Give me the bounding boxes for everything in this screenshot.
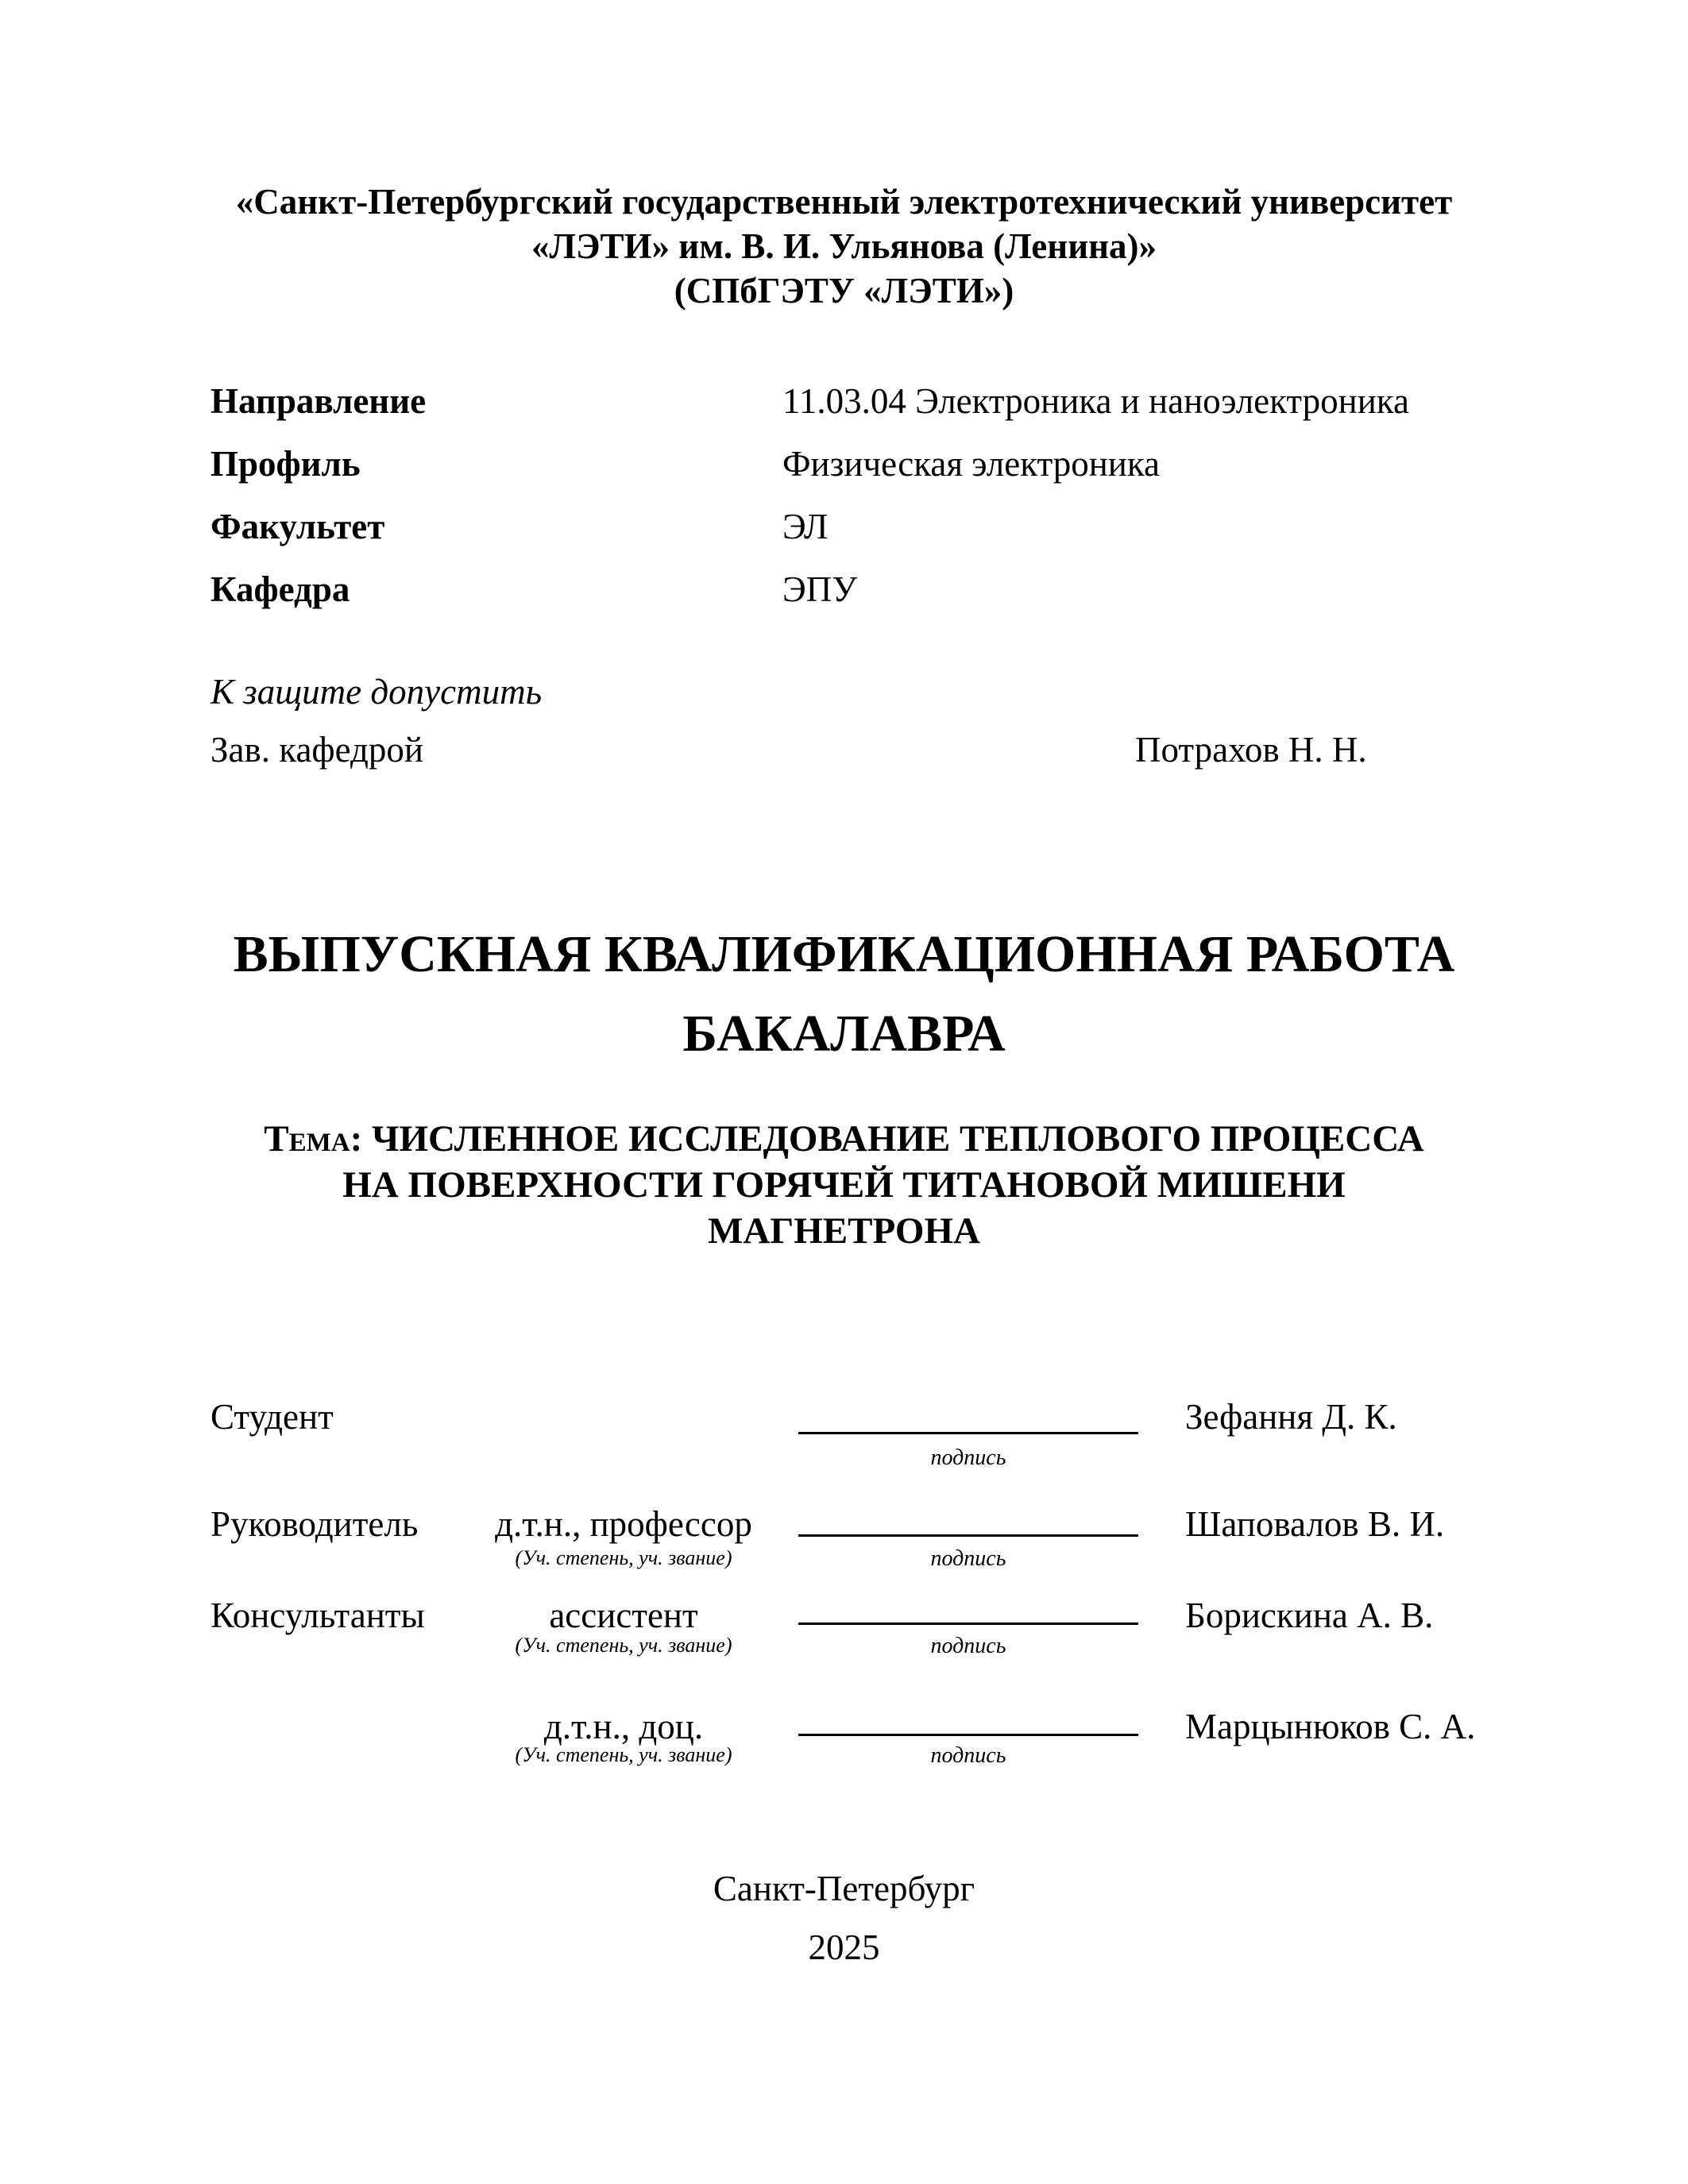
signature-row-consultant-1 (0, 1595, 1688, 1698)
signature-degree-consultant-2: д.т.н., доц. (543, 1707, 704, 1746)
theme-line-3: МАГНЕТРОНА (708, 1210, 980, 1252)
signature-row-student (0, 1396, 1688, 1499)
degree-note: (Уч. степень, уч. звание) (515, 1546, 732, 1569)
theme-line-1 (0, 1116, 1688, 1162)
signature-line (798, 1734, 1138, 1736)
theme-prefix: Тема: (264, 1118, 363, 1160)
theme-line-2: НА ПОВЕРХНОСТИ ГОРЯЧЕЙ ТИТАНОВОЙ МИШЕНИ (342, 1164, 1346, 1206)
signature-row-consultant-2 (0, 1706, 1688, 1809)
signature-degree-supervisor: д.т.н., профессор (495, 1504, 752, 1544)
signature-degree-consultant-1: ассистент (549, 1596, 698, 1635)
signature-name-consultant-2: Марцынюков С. А. (1185, 1707, 1476, 1746)
admission-permit-line: К защите допустить (211, 672, 543, 712)
signature-role-student: Студент (211, 1397, 334, 1437)
program-fields (211, 381, 1481, 635)
degree-note: (Уч. степень, уч. звание) (515, 1743, 732, 1766)
signature-line (798, 1623, 1138, 1625)
signature-line (798, 1432, 1138, 1434)
theme-block (0, 1116, 1688, 1254)
field-label-faculty: Факультет (211, 507, 385, 546)
signature-name-student: Зефання Д. К. (1185, 1397, 1397, 1437)
work-title-line-1: ВЫПУСКНАЯ КВАЛИФИКАЦИОННАЯ РАБОТА (233, 925, 1455, 983)
field-value-department: ЭПУ (782, 569, 858, 609)
signature-row-supervisor (0, 1503, 1688, 1607)
signature-name-consultant-1: Борискина А. В. (1185, 1596, 1434, 1635)
field-value-profile: Физическая электроника (782, 444, 1161, 484)
signature-caption: подпись (930, 1445, 1006, 1470)
footer-city: Санкт-Петербург (713, 1869, 975, 1908)
field-value-direction: 11.03.04 Электроника и наноэлектроника (782, 381, 1409, 421)
department-head-name: Потрахов Н. Н. (1135, 730, 1367, 770)
signature-caption: подпись (930, 1743, 1006, 1768)
work-title (0, 915, 1688, 1074)
department-head-label: Зав. кафедрой (211, 730, 423, 770)
signature-role-supervisor: Руководитель (211, 1504, 419, 1544)
university-header (0, 179, 1688, 313)
field-row-profile (211, 446, 1481, 509)
university-header-line-2: «ЛЭТИ» им. В. И. Ульянова (Ленина)» (531, 226, 1157, 266)
signature-role-consultants: Консультанты (211, 1596, 425, 1635)
field-row-faculty (211, 509, 1481, 572)
work-title-line-2: БАКАЛАВРА (682, 1005, 1006, 1063)
signature-line (798, 1534, 1138, 1537)
signature-caption: подпись (930, 1546, 1006, 1571)
field-row-direction (211, 381, 1481, 446)
field-value-faculty: ЭЛ (782, 507, 829, 546)
signature-name-supervisor: Шаповалов В. И. (1185, 1504, 1445, 1544)
field-label-department: Кафедра (211, 569, 350, 609)
field-row-department (211, 569, 1481, 635)
field-label-direction: Направление (211, 381, 427, 421)
university-header-line-3: (СПбГЭТУ «ЛЭТИ») (674, 271, 1014, 311)
field-label-profile: Профиль (211, 444, 361, 484)
signature-caption: подпись (930, 1634, 1006, 1658)
university-header-line-1: «Санкт-Петербургский государственный электротехнический университет (235, 182, 1453, 222)
theme-text-1: ЧИСЛЕННОЕ ИССЛЕДОВАНИЕ ТЕПЛОВОГО ПРОЦЕССА (371, 1118, 1424, 1160)
degree-note: (Уч. степень, уч. звание) (515, 1634, 732, 1657)
footer-year: 2025 (808, 1927, 880, 1967)
